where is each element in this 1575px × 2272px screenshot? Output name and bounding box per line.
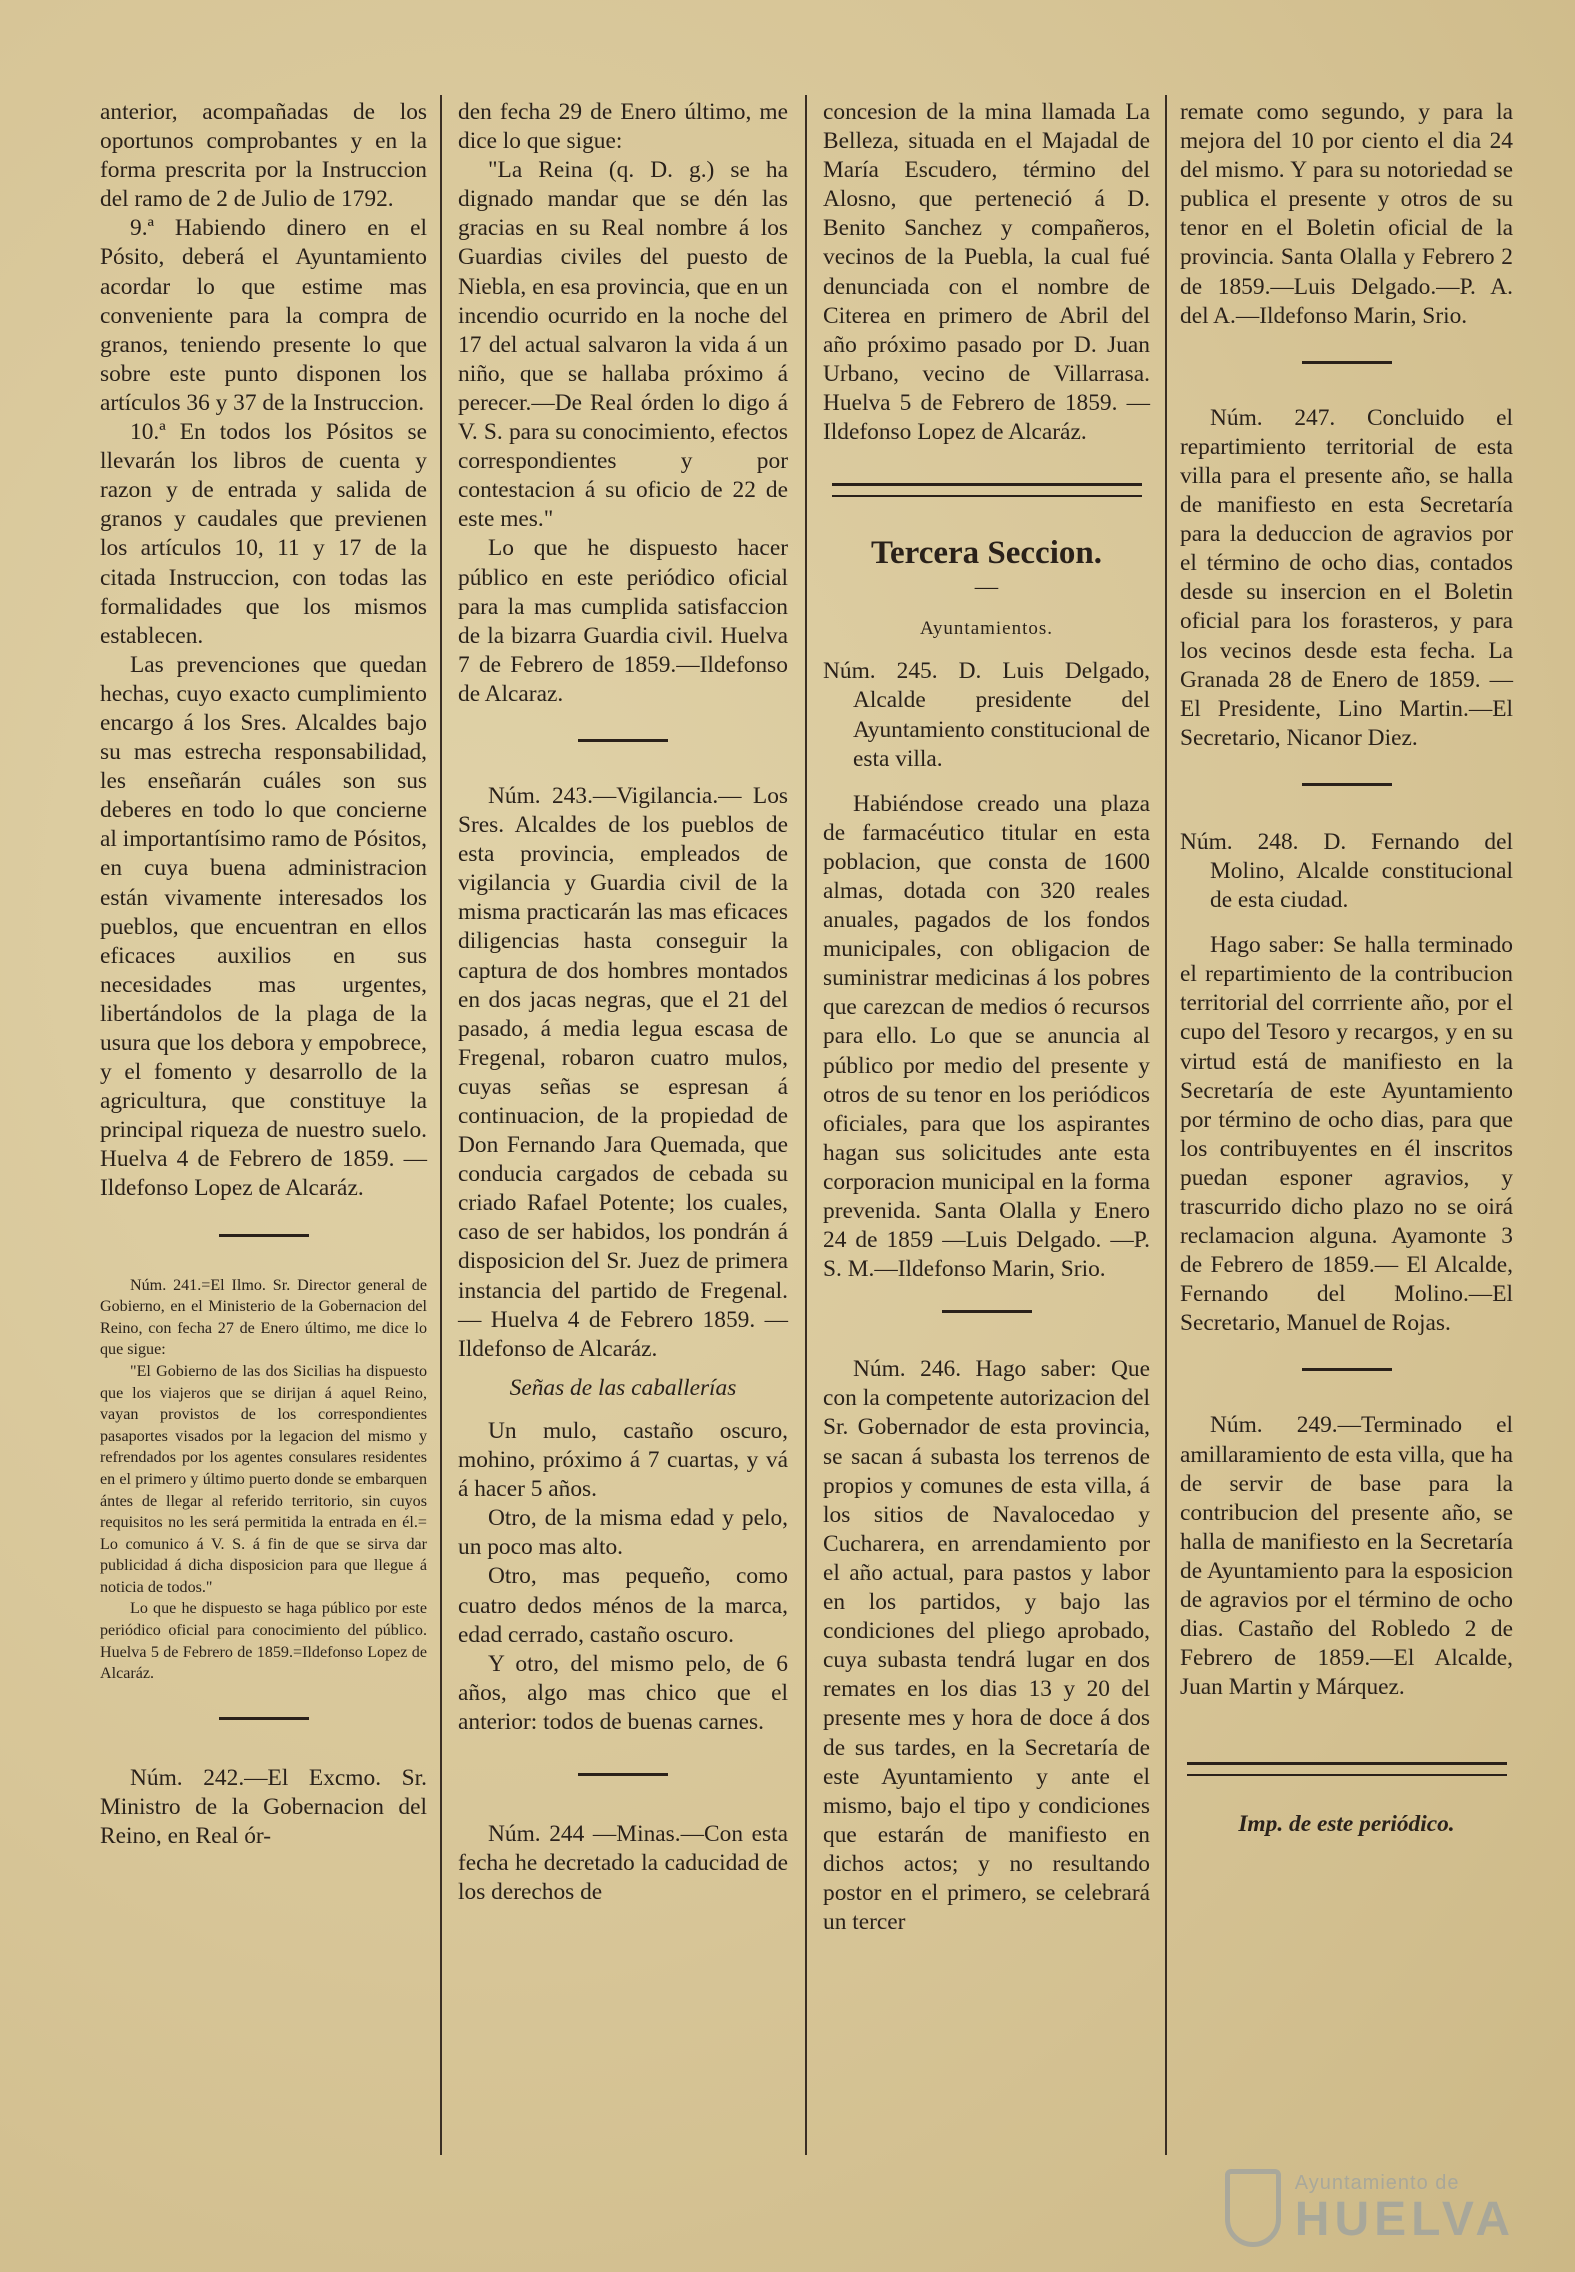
notice-241-closing: Lo que he dispuesto se haga público por este periódico oficial para conocimiento del público. Huelva 5 de Febrero de 1859.=Ildefonso Lopez de Alcaráz. xyxy=(100,1600,427,1683)
watermark-text xyxy=(1295,2172,1515,2245)
column-3 xyxy=(823,98,1150,1937)
paragraph: concesion de la mina llamada La Belleza, situada en el Majadal de María Escudero, término del Alosno, que perteneció á D. Benito Sanchez y compañeros, vecinos de la Puebla, la cual fué denunciada con el nombre de Citerea en primero de Abril del año próximo pasado por D. Juan Urbano, vecino de Villarrasa. Huelva 5 de Febrero de 1859. —Ildefonso Lopez de Alcaráz. xyxy=(823,99,1150,446)
watermark-line-2: HUELVA xyxy=(1294,2192,1515,2246)
closing-double-rule xyxy=(1187,1762,1507,1776)
column-1 xyxy=(100,98,427,1851)
column-4 xyxy=(1180,98,1513,1840)
section-title: Tercera Seccion. xyxy=(871,535,1102,572)
column-rule xyxy=(1165,95,1167,2155)
notice-243: Núm. 243.—Vigilancia.— Los Sres. Alcaldes de los pueblos de esta provincia, empleados de vigilancia y Guardia civil de la misma practicarán las mas eficaces diligencias hasta conseguir la captura de dos hombres montados en dos jacas negras, que el 21 del pasado, á media legua escasa de Fregenal, robaron cuatro mulos, cuyas señas se espresan á continuacion, de la propiedad de Don Fernando Jara Quemada, que conducia cargados de cebada su criado Rafael Potente; los cuales, caso de ser habidos, los pondrán á disposicion del Sr. Juez de primera instancia del partido de Fregenal.— Huelva 4 de Febrero 1859. —Ildefonso de Alcaráz. xyxy=(458,782,788,1362)
paragraph: remate como segundo, y para la mejora del 10 por ciento el dia 24 del mismo. Y para su notoriedad se publica el presente y otros de su tenor en el Boletin oficial de la provincia. Santa Olalla y Febrero 2 de 1859.—Luis Delgado.—P. A. del A.—Ildefonso Marin, Srio. xyxy=(1180,99,1513,329)
paragraph: 10.ª En todos los Pósitos se llevarán los libros de cuenta y razon y de entrada y salida de granos y caudales que previenen los artículos 10, 11 y 17 de la citada Instruccion, con todas las formalidades que los mismos establecen. xyxy=(100,419,427,649)
watermark xyxy=(1225,2169,1515,2247)
paragraph: den fecha 29 de Enero último, me dice lo que sigue: xyxy=(458,99,788,155)
column-2 xyxy=(458,98,788,1907)
paragraph: "La Reina (q. D. g.) se ha dignado mandar que se dén las gracias en su Real nombre á los Guardias civiles del puesto de Niebla, en esa provincia, que en un incendio ocurrido en la noche del 17 del actual salvaron la vida á un niño, que se hallaba próximo á perecer.—De Real órden lo digo á V. S. para su conocimiento, efectos correspondientes y por contestacion á su oficio de 22 de este mes." xyxy=(458,157,788,533)
notice-245-header xyxy=(823,657,1150,773)
notice-245-body: Habiéndose creado una plaza de farmacéutico titular en esta poblacion, que consta de 1600 almas, dotada con 320 reales anuales, pagados de los fondos municipales, con obligacion de suministrar medicinas á los pobres que carezcan de medios ó recursos para ello. Lo que se anuncia al público por medio del presente y otros de su tenor en los periódicos oficiales, para que los aspirantes hagan sus solicitudes ante esta corporacion municipal en la forma prevenida. Santa Olalla y Enero 24 de 1859 —Luis Delgado. —P. S. M.—Ildefonso Marin, Srio. xyxy=(823,790,1150,1283)
notice-247: Núm. 247. Concluido el repartimiento territorial de esta villa para el presente año, se halla de manifiesto en esta Secretaría para la deduccion de agravios por el término de ocho dias, contados desde su insercion en el Boletin oficial para los forasteros, y para los vecinos desde esta fecha. La Granada 28 de Enero de 1859. —El Presidente, Lino Martin.—El Secretario, Nicanor Diez. xyxy=(1180,404,1513,751)
paragraph: anterior, acompañadas de los oportunos comprobantes y en la forma prescrita por la Instruccion del ramo de 2 de Julio de 1792. xyxy=(100,99,427,213)
notice-text: D. Fernando del Molino, Alcalde constitucional de esta ciudad. xyxy=(1210,828,1513,914)
paragraph: Y otro, del mismo pelo, de 6 años, algo mas chico que el anterior: todos de buenas carnes. xyxy=(458,1650,788,1735)
paragraph: Lo que he dispuesto hacer público en este periódico oficial para la mas cumplida satisfaccion de la bizarra Guardia civil. Huelva 7 de Febrero de 1859.—Ildefonso de Alcaraz. xyxy=(458,535,788,707)
paragraph: Otro, de la misma edad y pelo, un poco mas alto. xyxy=(458,1505,788,1561)
notice-241-quote: "El Gobierno de las dos Sicilias ha dispuesto que los viajeros que se dirijan á aquel Reino, vayan provistos de los correspondientes pasaportes visados por la legacion del mismo y refrendados por los agentes consulares residentes en el primero y último puerto donde se embarquen ántes de llegar al referido territorio, sin cuyos requisitos no les será permitida la entrada en él.= Lo comunico á V. S. á fin de que se sirva dar publicidad á dicha disposicion para que llegue á noticia de todos." xyxy=(100,1362,427,1596)
notice-249: Núm. 249.—Terminado el amillaramiento de esta villa, que ha de servir de base para la contribucion del presente año, se halla de manifiesto en la Secretaría de Ayuntamiento para la esposicion de agravios por el término de ocho dias. Castaño del Robledo 2 de Febrero de 1859.—El Alcalde, Juan Martin y Márquez. xyxy=(1180,1412,1513,1701)
watermark-line-1: Ayuntamiento de xyxy=(1294,2171,1460,2194)
coat-of-arms-icon xyxy=(1225,2169,1281,2247)
paragraph: Las prevenciones que quedan hechas, cuyo exacto cumplimiento encargo á los Sres. Alcaldes bajo su mas estrecha responsabilidad, les enseñarán cuáles son sus deberes en todo lo que concierne al importantísimo ramo de Pósitos, en cuya buena administracion están vivamente interesados los pueblos, que encuentran en ellos eficaces auxilios en sus necesidades mas urgentes, libertándolos de la plaga de la usura que los debora y empobrece, y el fomento y desarrollo de la agricultura, que constituye la principal riqueza de nuestro suelo. Huelva 4 de Febrero de 1859. —Ildefonso Lopez de Alcaráz. xyxy=(100,651,427,1202)
paragraph: Un mulo, castaño oscuro, mohino, próximo á 7 cuartas, y vá á hacer 5 años. xyxy=(458,1417,788,1503)
dash: — xyxy=(974,574,999,601)
notice-text: D. Luis Delgado, Alcalde presidente del Ayuntamiento constitucional de esta villa. xyxy=(853,658,1150,772)
column-rule xyxy=(805,95,807,2155)
notice-241-intro: Núm. 241.=El Ilmo. Sr. Director general de Gobierno, en el Ministerio de la Gobernacion del Reino, con fecha 27 de Enero último, me dice lo que sigue: xyxy=(100,1276,427,1359)
notice-248-header xyxy=(1180,828,1513,915)
notice-242: Núm. 242.—El Excmo. Sr. Ministro de la Gobernacion del Reino, en Real ór- xyxy=(100,1764,427,1850)
notice-number: Núm. 245. xyxy=(823,658,938,685)
notice-244: Núm. 244 —Minas.—Con esta fecha he decretado la caducidad de los derechos de xyxy=(458,1820,788,1906)
column-rule xyxy=(440,95,442,2155)
paragraph: Otro, mas pequeño, como cuatro dedos ménos de la marca, edad cerrado, castaño oscuro. xyxy=(458,1563,788,1648)
paragraph: 9.ª Habiendo dinero en el Pósito, deberá el Ayuntamiento acordar lo que estime mas conveniente para la compra de granos, teniendo presente lo que sobre este punto disponen los artículos 36 y 37 de la Instruccion. xyxy=(100,215,427,416)
notice-246: Núm. 246. Hago saber: Que con la competente autorizacion del Sr. Gobernador de esta provincia, se sacan á subasta los terrenos de propios y comunes de esta villa, á los sitios de Navalocedao y Cucharera, en arrendamiento por el año actual, para pastos y labor en los partidos, y bajo las condiciones del pliego aprobado, cuya subasta tendrá lugar en dos remates en los dias 13 y 20 del presente mes y hora de doce á dos de sus tardes, en la Secretaría de este Ayuntamiento y ante el mismo, bajo el tipo y condiciones que estarán de manifiesto en dichos actos; y no resultando postor en el primero, se celebrará un tercer xyxy=(823,1356,1150,1936)
section-double-rule xyxy=(832,483,1142,497)
section-heading: Señas de las caballerías xyxy=(509,1374,737,1401)
notice-number: Núm. 248. xyxy=(1180,828,1299,855)
imprint: Imp. de este periódico. xyxy=(1238,1811,1455,1838)
subsection-title: Ayuntamientos. xyxy=(919,618,1054,640)
notice-248-body: Hago saber: Se halla terminado el repartimiento de la contribucion territorial del corrriente año, por el cupo del Tesoro y recargos, y en su virtud está de manifiesto en la Secretaría de este Ayuntamiento por término de ocho dias, para que los contribuyentes en él inscritos puedan esponer agravios, y trascurrido dicho plazo no se oirá reclamacion alguna. Ayamonte 3 de Febrero de 1859.— El Alcalde, Fernando del Molino.—El Secretario, Manuel de Rojas. xyxy=(1180,932,1513,1337)
